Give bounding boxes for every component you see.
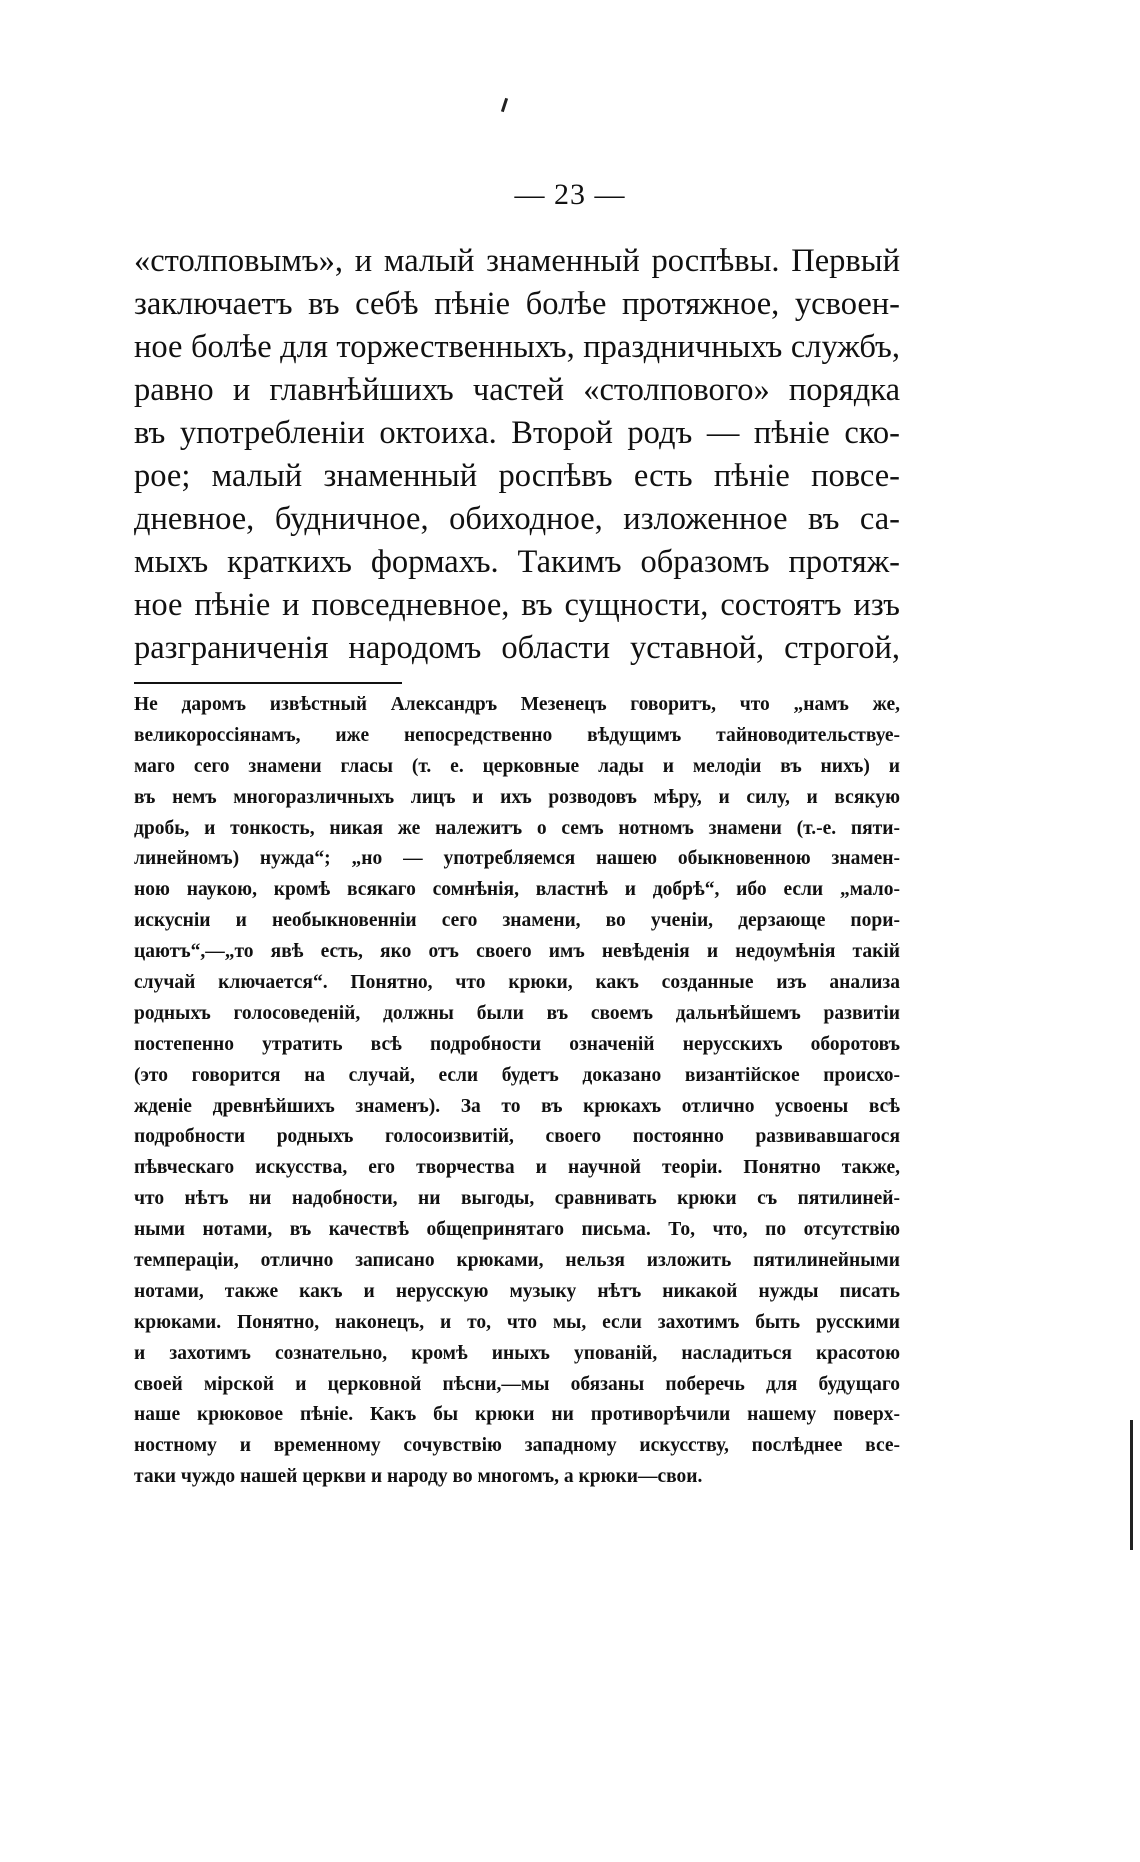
footnote-line: своей мірской и церковной пѣсни,—мы обязаны поберечь для будущаго bbox=[134, 1373, 900, 1395]
footnote-line: ными нотами, въ качествѣ общепринятаго письма. То, что, по отсутствію bbox=[134, 1219, 900, 1241]
main-text bbox=[134, 240, 900, 670]
footnote-line: маго сего знамени гласы (т. е. церковные лады и мелодіи въ нихъ) и bbox=[134, 755, 900, 777]
footnote-line: ностному и временному сочувствію западному искусству, послѣднее все- bbox=[134, 1435, 900, 1457]
main-line: въ употребленіи октоиха. Второй родъ — пѣніе ско- bbox=[134, 415, 900, 451]
footnote-divider bbox=[134, 682, 402, 684]
footnote-line: жденіе древнѣйшихъ знаменъ). За то въ крюкахъ отлично усвоены всѣ bbox=[134, 1095, 900, 1117]
main-line: равно и главнѣйшихъ частей «столпового» порядка bbox=[134, 372, 900, 408]
stray-mark bbox=[501, 98, 508, 112]
footnote-line: ною наукою, кромѣ всякаго сомнѣнія, властнѣ и добрѣ“, ибо если „мало- bbox=[134, 879, 900, 901]
page-number: — 23 — bbox=[514, 178, 626, 211]
footnote-line: линейномъ) нужда“; „но — употребляемся нашею обыкновенною знамен- bbox=[134, 848, 900, 870]
main-line: мыхъ краткихъ формахъ. Такимъ образомъ протяж- bbox=[134, 544, 900, 580]
footnote-line: въ немъ многоразличныхъ лицъ и ихъ розводовъ мѣру, и силу, и всякую bbox=[134, 786, 900, 808]
footnote-line: великороссіянамъ, иже непосредственно вѣдущимъ тайноводительствуе- bbox=[134, 724, 900, 746]
footnote-line: цаютъ“,—„то явѣ есть, яко отъ своего имъ невѣденія и недоумѣнія такій bbox=[134, 941, 900, 963]
main-line: «столповымъ», и малый знаменный роспѣвы. Первый bbox=[134, 243, 900, 279]
footnote-line: случай ключается“. Понятно, что крюки, какъ созданные изъ анализа bbox=[134, 972, 900, 994]
footnote-line: постепенно утратить всѣ подробности означеній нерусскихъ оборотовъ bbox=[134, 1033, 900, 1055]
page-edge-mark bbox=[1130, 1420, 1133, 1550]
main-line: ное пѣніе и повседневное, въ сущности, состоятъ изъ bbox=[134, 587, 900, 623]
main-line: дневное, будничное, обиходное, изложенное въ са- bbox=[134, 501, 900, 537]
footnote-line: (это говорится на случай, если будетъ доказано византійское происхо- bbox=[134, 1064, 900, 1086]
main-line: разграниченія народомъ области уставной, строгой, bbox=[134, 630, 900, 666]
main-line: рое; малый знаменный роспѣвъ есть пѣніе повсе- bbox=[134, 458, 900, 494]
main-line: ное болѣе для торжественныхъ, праздничныхъ службъ, bbox=[134, 329, 900, 365]
footnote-line: искусніи и необыкновенніи сего знамени, во ученіи, дерзающе пори- bbox=[134, 910, 900, 932]
footnote-line: таки чуждо нашей церкви и народу во многомъ, а крюки—свои. bbox=[134, 1466, 703, 1488]
footnote-line: нотами, также какъ и нерусскую музыку нѣтъ никакой нужды писать bbox=[134, 1280, 900, 1302]
footnote-line: и захотимъ сознательно, кромѣ иныхъ упованій, насладиться красотою bbox=[134, 1342, 900, 1364]
footnote-line: наше крюковое пѣніе. Какъ бы крюки ни противорѣчили нашему поверх- bbox=[134, 1404, 900, 1426]
footnote-line: темпераціи, отлично записано крюками, нельзя изложить пятилинейными bbox=[134, 1250, 900, 1272]
footnote bbox=[134, 690, 900, 1493]
footnote-line: пѣвческаго искусства, его творчества и научной теоріи. Понятно также, bbox=[134, 1157, 900, 1179]
footnote-line: подробности родныхъ голосоизвитій, своего постоянно развивавшагося bbox=[134, 1126, 900, 1148]
main-line: заключаетъ въ себѣ пѣніе болѣе протяжное, усвоен- bbox=[134, 286, 900, 322]
footnote-line: родныхъ голосоведеній, должны были въ своемъ дальнѣйшемъ развитіи bbox=[134, 1002, 900, 1024]
footnote-line: дробь, и тонкость, никая же належитъ о семъ нотномъ знамени (т.-е. пяти- bbox=[134, 817, 900, 839]
footnote-line: что нѣтъ ни надобности, ни выгоды, сравнивать крюки съ пятилиней- bbox=[134, 1188, 900, 1210]
footnote-line: крюками. Понятно, наконецъ, и то, что мы, если захотимъ быть русскими bbox=[134, 1311, 900, 1333]
footnote-line: Не даромъ извѣстный Александръ Мезенецъ говоритъ, что „намъ же, bbox=[134, 694, 900, 715]
